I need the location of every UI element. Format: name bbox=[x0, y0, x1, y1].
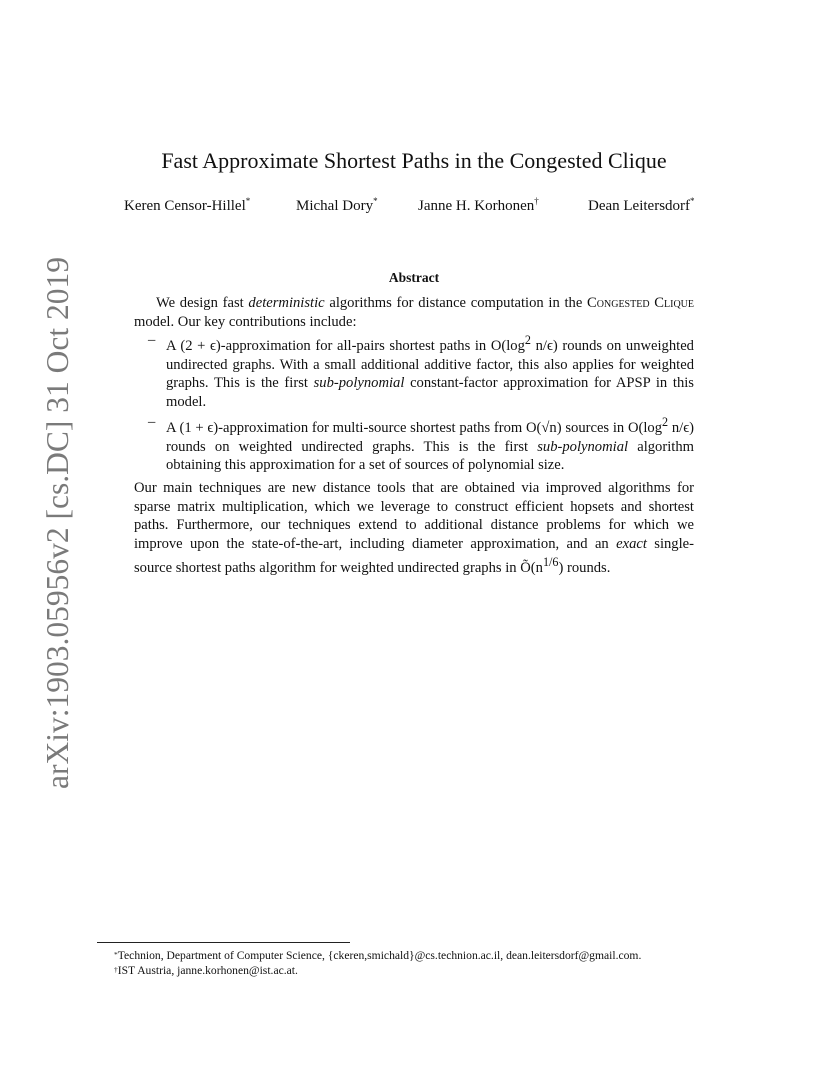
emphasis: sub-polynomial bbox=[313, 375, 405, 392]
author-korhonen bbox=[418, 198, 539, 215]
text-run: algorithm obtaining this approximation for a set of sources of polynomial size. bbox=[166, 438, 694, 474]
emphasis: deterministic bbox=[248, 295, 325, 311]
superscript: 2 bbox=[662, 415, 669, 430]
footnote-mark: * bbox=[114, 950, 118, 959]
bullet-dash: – bbox=[148, 332, 156, 349]
footnote-text: IST Austria, janne.korhonen@ist.ac.at. bbox=[117, 964, 298, 977]
text-run: n/ϵ) rounds on unweighted undirected graphs. With a small additional additive factor, this also applies for weighted graphs. This is the first bbox=[166, 338, 694, 392]
author-leitersdorf bbox=[588, 198, 695, 215]
bullet-dash: – bbox=[148, 414, 156, 431]
emphasis: exact bbox=[616, 535, 647, 552]
text-run: Our main techniques are new distance tools that are obtained via improved algorithms for sparse matrix multiplication, which we leverage to construct efficient hopsets and shortest paths. Furthermore, our techniques extend to additional distance problems for which we improve upon the state-of-the-art, including diameter approximation, and an bbox=[134, 480, 694, 552]
contribution-apsp bbox=[148, 331, 694, 411]
abstract-intro bbox=[134, 294, 694, 331]
text-run: algorithms for distance computation in the bbox=[324, 295, 588, 311]
contribution-list bbox=[134, 331, 694, 475]
footnote-technion bbox=[114, 948, 734, 963]
footnotes bbox=[114, 948, 734, 978]
abstract-conclusion bbox=[134, 479, 694, 578]
emphasis: sub-polynomial bbox=[537, 438, 629, 455]
author-censor-hillel bbox=[124, 198, 250, 215]
footnote-ist bbox=[114, 963, 734, 978]
author-name: Dean Leitersdorf bbox=[588, 198, 691, 214]
author-name: Janne H. Korhonen bbox=[418, 198, 535, 214]
footnote-mark: † bbox=[114, 965, 118, 974]
affiliation-mark: † bbox=[534, 196, 539, 206]
model-name: Congested Clique bbox=[587, 295, 694, 311]
affiliation-mark: * bbox=[373, 196, 378, 206]
author-name: Michal Dory bbox=[296, 198, 374, 214]
affiliation-mark: * bbox=[245, 196, 251, 206]
superscript: 2 bbox=[524, 333, 531, 348]
text-run: constant-factor approximation for APSP in this model. bbox=[166, 375, 694, 410]
paper-title: Fast Approximate Shortest Paths in the Congested Clique bbox=[161, 148, 667, 173]
text-run: single-source shortest paths algorithm for weighted undirected graphs in Õ(n bbox=[134, 535, 694, 577]
contribution-mssp bbox=[148, 413, 694, 475]
affiliation-mark: * bbox=[690, 196, 695, 206]
text-run: model. Our key contributions include: bbox=[134, 313, 357, 330]
footnote-rule bbox=[97, 942, 350, 943]
author-list bbox=[124, 198, 724, 220]
arxiv-identifier: arXiv:1903.05956v2 [cs.DC] 31 Oct 2019 bbox=[40, 257, 75, 789]
author-dory bbox=[296, 198, 378, 215]
text-run: We design fast bbox=[156, 295, 249, 311]
text-run: n/ϵ) rounds on weighted undirected graphs. This is the first bbox=[166, 420, 694, 455]
abstract-body bbox=[134, 294, 694, 578]
footnote-text: Technion, Department of Computer Science, {ckeren,smichald}@cs.technion.ac.il, dean.leitersdorf@gmail.com. bbox=[117, 949, 642, 962]
text-run: ) rounds. bbox=[558, 560, 611, 577]
author-name: Keren Censor-Hillel bbox=[124, 198, 246, 214]
text-run: A (2 + ϵ)-approximation for all-pairs shortest paths in O(log bbox=[166, 338, 525, 355]
superscript: 1/6 bbox=[542, 555, 559, 570]
text-run: A (1 + ϵ)-approximation for multi-source shortest paths from O(√n) sources in O(log bbox=[166, 420, 663, 437]
abstract-heading: Abstract bbox=[388, 270, 440, 285]
